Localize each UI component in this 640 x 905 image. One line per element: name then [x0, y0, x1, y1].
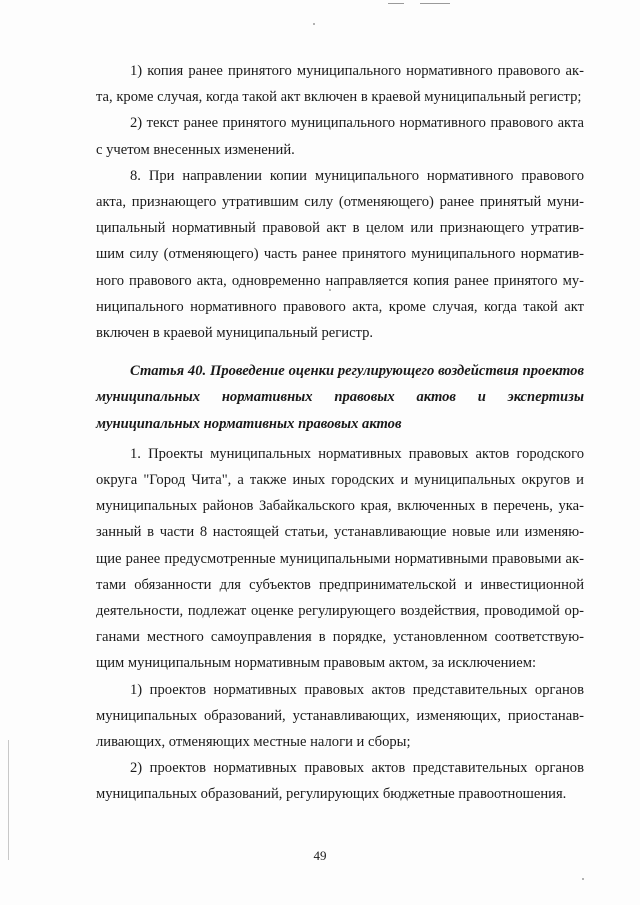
scan-margin-line — [8, 740, 9, 860]
paragraph-item-8: 8. При направлении копии муниципального нормативного правового акта, признающего утратившим силу (отменяющего) ранее принятый муниципальный нормативный правовой акт в целом или признающего утратившим силу (отменяющего) часть ранее принятого муниципального нормативного правового акта, одновременно направляется копия ранее принятого муниципального нормативного правового акта, кроме случая, когда такой акт включен в краевой муниципальный регистр. — [96, 167, 584, 342]
scan-artifact — [313, 23, 315, 25]
article-subitem-2: 2) проектов нормативных правовых актов представительных органов муниципальных образований, регулирующих бюджетные правоотношения. — [96, 760, 584, 803]
article-paragraph-1: 1. Проекты муниципальных нормативных правовых актов городского округа "Город Чита", а также иных городских и муниципальных округов и муниципальных районов Забайкальского края, включенных в перечень, указанный в части 8 настоящей статьи, устанавливающие новые или изменяющие ранее предусмотренные муниципальными нормативными правовыми актами обязанности для субъектов предпринимательской и инвестиционной деятельности, подлежат оценке регулирующего воздействия, проводимой органами местного самоуправления в порядке, установленном соответствующим муниципальным нормативным правовым актом, за исключением: — [96, 445, 584, 672]
scan-artifact — [420, 3, 450, 4]
list-item-copy-of-act: 1) копия ранее принятого муниципального нормативного правового акта, кроме случая, когда такой акт включен в краевой муниципальный регистр; — [96, 63, 584, 106]
scan-artifact — [388, 3, 404, 4]
article-subitem-1: 1) проектов нормативных правовых актов представительных органов муниципальных образований, устанавливающих, изменяющих, приостанавливающих, отменяющих местные налоги и сборы; — [96, 681, 584, 751]
list-item-text-of-act: 2) текст ранее принятого муниципального нормативного правового акта с учетом внесенных изменений. — [96, 115, 584, 158]
document-body — [96, 58, 584, 808]
page-number: 49 — [313, 848, 327, 863]
scan-artifact — [582, 878, 584, 880]
article-heading: Статья 40. Проведение оценки регулирующего воздействия проектов муниципальных нормативных правовых актов и экспертизы муниципальных нормативных правовых актов — [96, 363, 584, 432]
